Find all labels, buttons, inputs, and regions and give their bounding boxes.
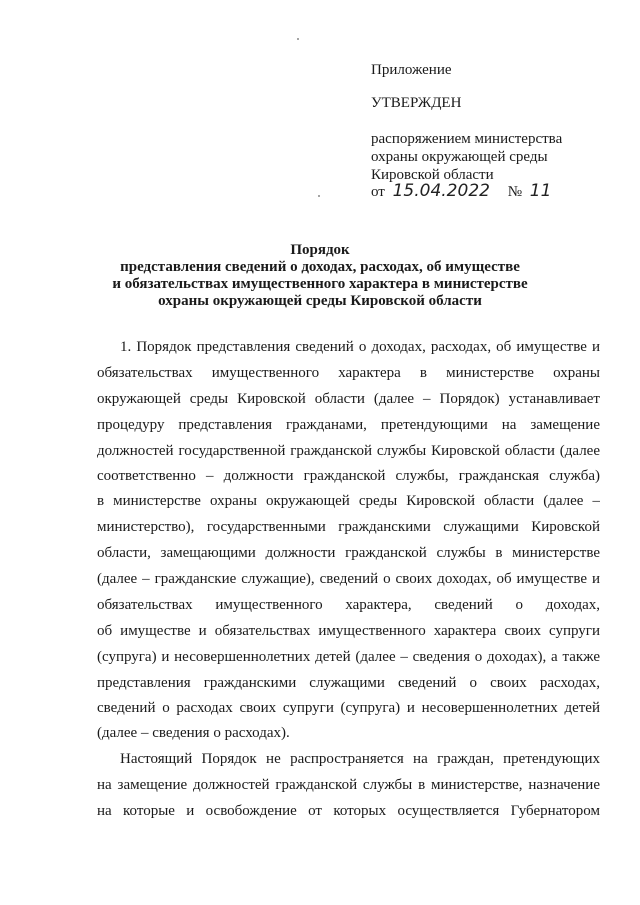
- paragraph-line: должностей государственной гражданской службы Кировской области (далее: [97, 443, 600, 459]
- paragraph-line: на замещение должностей гражданской службы в министерстве, назначение: [97, 777, 600, 793]
- paragraph-line: обязательствах имущественного характера, сведений о доходах,: [97, 597, 600, 613]
- handwritten-number: 11: [529, 181, 552, 201]
- document-subtitle-line-1: представления сведений о доходах, расходах, об имуществе: [120, 259, 520, 275]
- paragraph-line: (супруга) и несовершеннолетних детей (далее – сведения о доходах), а также: [97, 649, 600, 665]
- paragraph-line: Настоящий Порядок не распространяется на граждан, претендующих: [120, 751, 600, 767]
- document-subtitle-line-2: и обязательствах имущественного характера в министерстве: [112, 276, 528, 292]
- handwritten-date: 15.04.2022: [392, 181, 490, 201]
- order-date-line: [371, 183, 551, 201]
- paragraph-line: в министерстве охраны окружающей среды Кировской области (далее –: [97, 493, 600, 509]
- document-title: Порядок: [290, 242, 350, 258]
- paragraph-line: 1. Порядок представления сведений о доходах, расходах, об имуществе и: [120, 339, 600, 355]
- paragraph-line: представления гражданскими служащими сведений о своих расходах,: [97, 675, 600, 691]
- paragraph-line: министерство), государственными гражданскими служащими Кировской: [97, 519, 600, 535]
- paragraph-line: на которые и освобождение от которых осуществляется Губернатором: [97, 803, 600, 819]
- paragraph-line: (далее – сведения о расходах).: [97, 725, 290, 741]
- scan-speck: [318, 195, 320, 197]
- order-line-2: охраны окружающей среды: [371, 149, 548, 165]
- scan-speck: [297, 38, 299, 40]
- from-label: от: [371, 184, 385, 200]
- paragraph-line: об имуществе и обязательствах имущественного характера своих супруги: [97, 623, 600, 639]
- appendix-label: Приложение: [371, 62, 452, 78]
- paragraph-line: (далее – гражданские служащие), сведений о своих доходах, об имуществе и: [97, 571, 600, 587]
- document-subtitle-line-3: охраны окружающей среды Кировской области: [158, 293, 482, 309]
- paragraph-line: сведений о расходах своих супруги (супруга) и несовершеннолетних детей: [97, 700, 600, 716]
- paragraph-line: области, замещающими должности гражданской службы в министерстве: [97, 545, 600, 561]
- approved-label: УТВЕРЖДЕН: [371, 95, 462, 111]
- number-label: №: [507, 184, 523, 200]
- paragraph-line: обязательствах имущественного характера в министерстве охраны: [97, 365, 600, 381]
- paragraph-line: процедуру представления гражданами, претендующими на замещение: [97, 417, 600, 433]
- order-line-1: распоряжением министерства: [371, 131, 563, 147]
- order-line-3: Кировской области: [371, 167, 494, 183]
- paragraph-line: соответственно – должности гражданской службы, гражданская служба): [97, 468, 600, 484]
- paragraph-line: окружающей среды Кировской области (далее – Порядок) устанавливает: [97, 391, 600, 407]
